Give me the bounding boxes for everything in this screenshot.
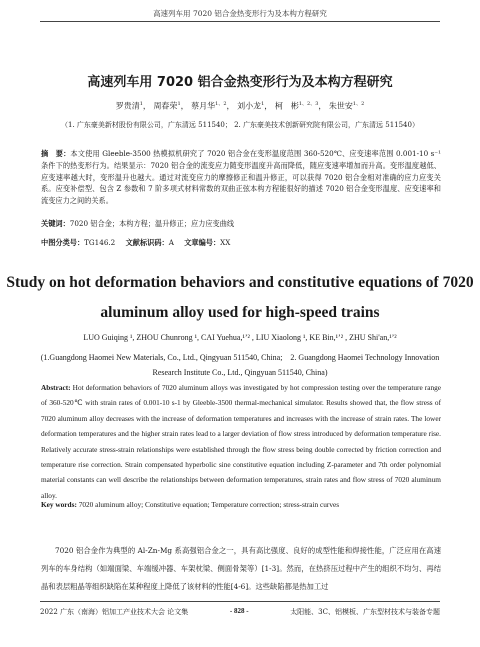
english-affiliation-line: Research Institute Co., Ltd., Qingyuan 511540, China) bbox=[152, 368, 328, 377]
page-number: - 828 - bbox=[229, 607, 249, 615]
author: 柯 彬 bbox=[274, 101, 299, 111]
author: 周春荣 bbox=[153, 101, 178, 111]
keywords-label: Key words: bbox=[41, 500, 77, 509]
author-affil-sup: 1、2 bbox=[352, 101, 365, 107]
footer-proceedings: 2022 广东（南海）铝加工产业技术大会 论文集 bbox=[40, 608, 189, 616]
article-no-label: 文章编号： bbox=[184, 238, 221, 247]
author-affil-sup: 1、2 bbox=[215, 101, 227, 107]
author: 蔡月华 bbox=[191, 101, 216, 111]
english-title: Study on hot deformation behaviors and constitutive equations of 7020 aluminum alloy used for high-speed trains bbox=[6, 274, 474, 321]
abstract-label: Abstract: bbox=[41, 383, 71, 392]
keywords-text: 7020 铝合金；本构方程；温升修正；应力应变曲线 bbox=[69, 219, 235, 228]
classification-line bbox=[41, 238, 441, 248]
chinese-affiliation: （1. 广东豪美新材股份有限公司，广东清远 511540； 2. 广东豪美技术创新研究院有限公司，广东清远 511540） bbox=[61, 121, 419, 129]
keywords-label: 关键词： bbox=[41, 219, 70, 228]
chinese-authors: 罗贵清$^1$， 周春荣$^1$， 蔡月华$^{1、2}$， 刘小龙$^1$， 柯 彬$^{1、2、3}$， 朱世安$^{1、2}$ bbox=[115, 101, 365, 111]
running-header: 高速列车用 7020 铝合金热变形行为及本构方程研究 bbox=[153, 9, 327, 18]
author-affil-sup: 1 bbox=[261, 101, 265, 107]
chinese-abstract bbox=[41, 148, 441, 207]
article-no-value: XX bbox=[220, 238, 231, 247]
author-affil-sup: 1 bbox=[139, 101, 143, 107]
author-affil-sup: 1 bbox=[177, 101, 181, 107]
chinese-title: 高速列车用 7020 铝合金热变形行为及本构方程研究 bbox=[87, 75, 393, 90]
author-affil-sup: 1、2、3 bbox=[298, 101, 319, 107]
keywords-text: 7020 aluminum alloy; Constitutive equation; Temperature correction; stress-strain curves bbox=[78, 500, 340, 509]
header-rule bbox=[40, 21, 440, 22]
english-keywords bbox=[41, 500, 441, 509]
abstract-label: 摘 要： bbox=[41, 149, 71, 158]
class-value: TG146.2 bbox=[84, 238, 116, 247]
english-abstract bbox=[41, 380, 441, 503]
abstract-text: Hot deformation behaviors of 7020 aluminum alloys was investigated by hot compression testing over the temperature range of 360-520℃ with strain rates of 0.001-10 s-1 by Gleeble-3500 thermal-mechanical simulator. Results showed that, the flow stress of 7020 aluminum alloy decreases with the increase of deformation temperatures and increases with the increase of strain rates. The lower deformation temperatures and the higher strain rates lead to a larger deviation of flow stress introduced by deformation temperature rise. Relatively accurate stress-strain relationships were established through the flow stress being double corrected by friction correction and temperature rise correction. Strain compensated hyperbolic sine constitutive equation including Z-parameter and 7th order polynomial material constants can well describe the relationships between deformation temperatures, strain rates and flow stress of 7020 aluminum alloy. bbox=[41, 383, 441, 500]
footer-rule bbox=[40, 601, 440, 602]
doc-code-label: 文献标识码： bbox=[125, 238, 169, 247]
doc-code-value: A bbox=[168, 238, 174, 247]
chinese-keywords bbox=[41, 219, 441, 229]
author: 罗贵清 bbox=[115, 101, 140, 111]
body-paragraph: 7020 铝合金作为典型的 Al-Zn-Mg 系高强铝合金之一，具有高比强度、良好的成型性能和焊接性能，广泛应用在高速列车的车身结构（如端面梁、车端缓冲器、车架枕梁、侧面骨架等）[1-3]。然而，在热挤压过程中产生的组织不均匀、再结晶和表层粗晶等组织缺陷在某种程度上降低了该材料的性能[4-6]。这些缺陷都是热加工过 bbox=[41, 546, 441, 591]
english-authors: LUO Guiqing ¹, ZHOU Chunrong ¹, CAI Yuehua,¹ʼ² , LIU Xiaolong ¹, KE Bin,¹ʼ² , ZHU Shi'an,¹ʼ² bbox=[83, 333, 397, 342]
author: 刘小龙 bbox=[237, 101, 262, 111]
author: 朱世安 bbox=[328, 101, 353, 111]
footer-topic: 太阳能、3C、铝模板、广东型材技术与装备专题 bbox=[290, 608, 440, 616]
english-affiliation bbox=[0, 350, 480, 380]
page-footer bbox=[40, 607, 440, 617]
class-label: 中图分类号： bbox=[41, 238, 85, 247]
abstract-text: 本文使用 Gleeble-3500 热模拟机研究了 7020 铝合金在变形温度范围 360-520℃、应变速率范围 0.001-10 s⁻¹条件下的热变形行为。结果显示：7020 铝合金的流变应力随变形温度升高而降低，随应变速率增加而升高。变形温度越低、应变速率越大时，变形温升也越大。通过对流变应力的摩擦修正和温升修正，可以获得 7020 铝合金相对准确的应力应变关系。应变补偿型、包含 Z 参数和 7 阶多项式材料常数的双曲正弦本构方程能很好的描述 7020 铝合金变形温度、应变速率和流变应力之间的关系。 bbox=[41, 149, 441, 206]
english-affiliation-line: (1.Guangdong Haomei New Materials, Co., Ltd., Qingyuan 511540, China; 2. Guangdong Haomei Technology Innovation bbox=[40, 353, 440, 362]
